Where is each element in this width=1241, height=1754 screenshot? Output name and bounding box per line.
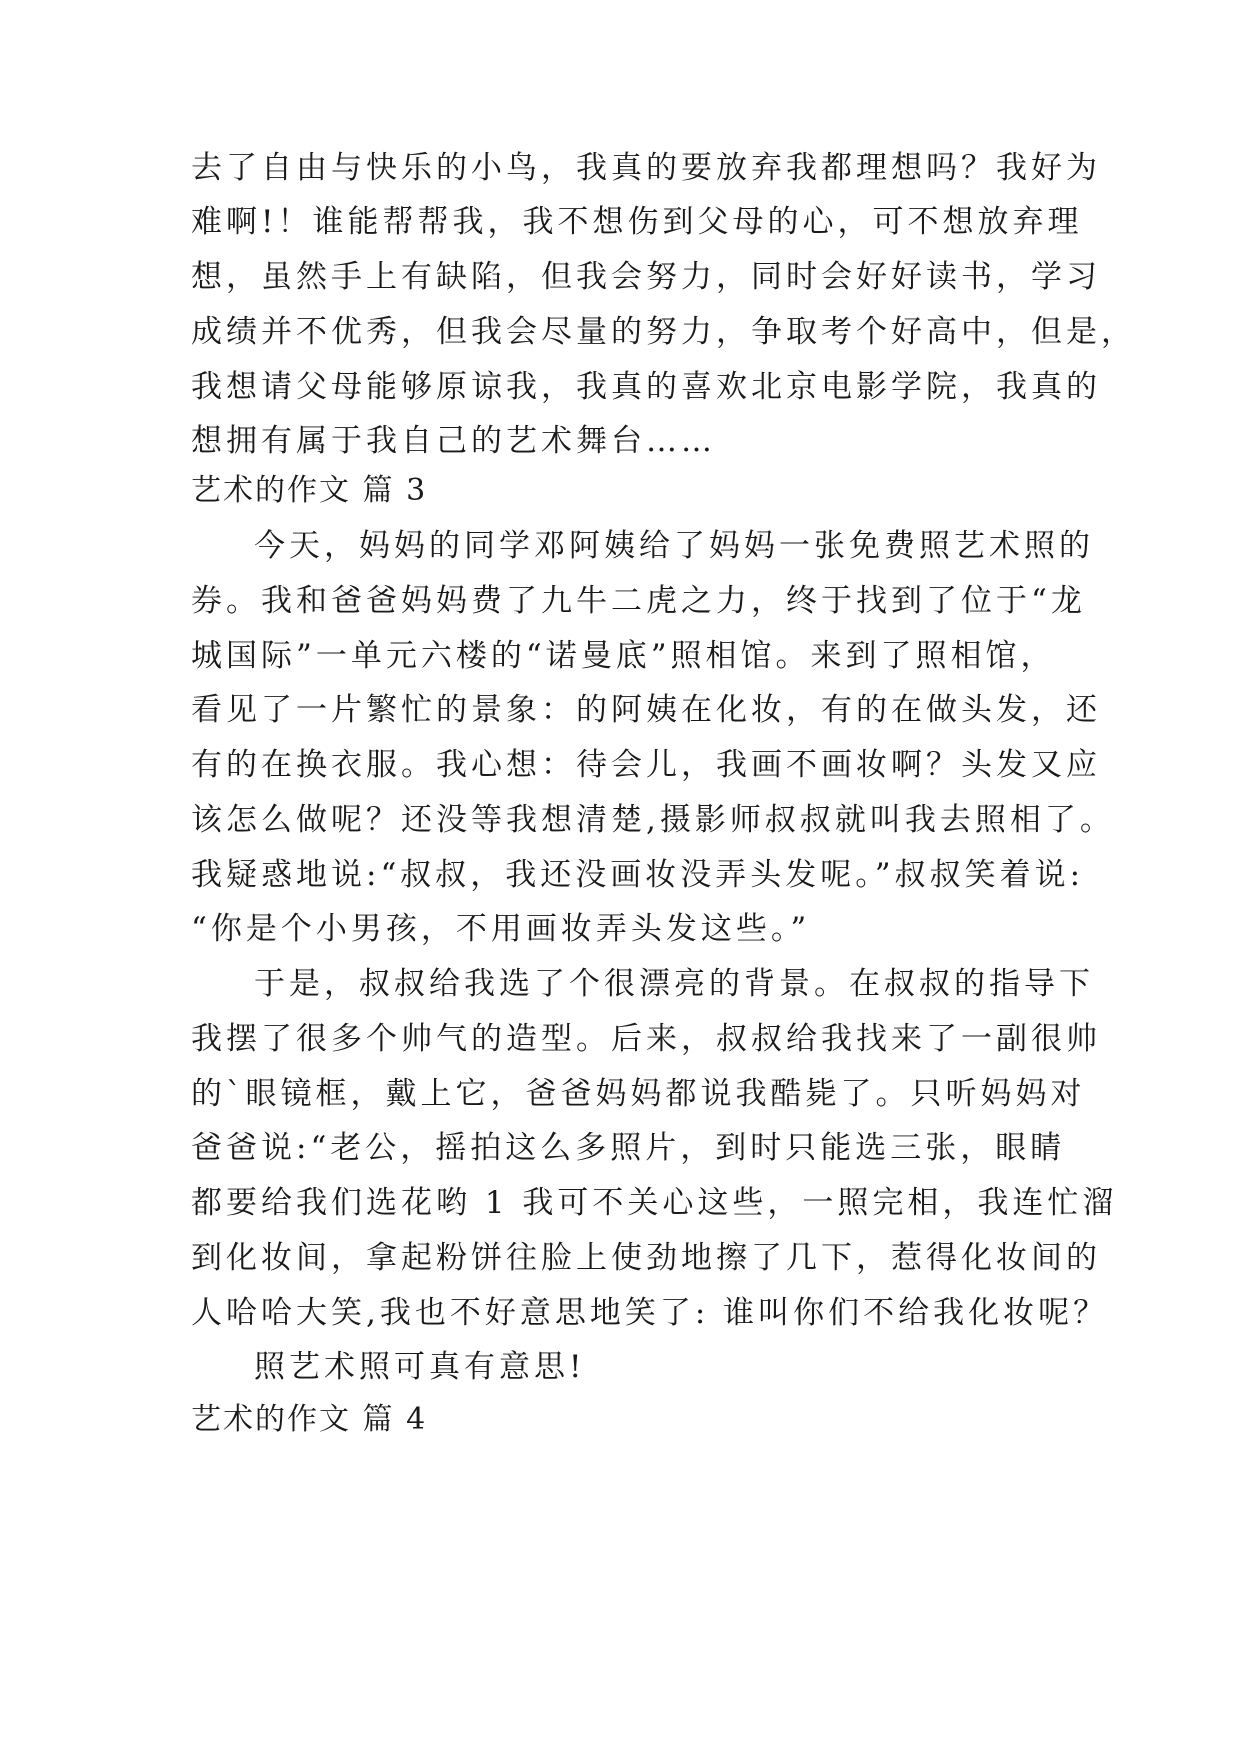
text-line: 照艺术照可真有意思! [254, 1349, 586, 1385]
text-line: 的`眼镜框，戴上它，爸爸妈妈都说我酷毙了。只听妈妈对 [191, 1076, 1086, 1112]
text-line: 爸爸说:“老公，摇拍这么多照片，到时只能选三张，眼睛 [191, 1130, 1066, 1166]
text-line: 去了自由与快乐的小鸟，我真的要放弃我都理想吗？我好为 [191, 150, 1101, 186]
text-line: 于是，叔叔给我选了个很漂亮的背景。在叔叔的指导下 [254, 966, 1094, 1002]
text-line: 券。我和爸爸妈妈费了九牛二虎之力，终于找到了位于“龙 [191, 583, 1086, 619]
text-line: 该怎么做呢？还没等我想清楚,摄影师叔叔就叫我去照相了。 [191, 802, 1115, 838]
text-line: 都要给我们选花哟 1 我可不关心这些，一照完相，我连忙溜 [191, 1185, 1118, 1221]
text-line: “你是个小男孩，不用画妆弄头发这些。” [191, 911, 811, 947]
text-line: 看见了一片繁忙的景象：的阿姨在化妆，有的在做头发，还 [191, 692, 1101, 728]
text-line: 成绩并不优秀，但我会尽量的努力，争取考个好高中，但是， [191, 314, 1136, 350]
section-heading: 艺术的作文 篇 4 [191, 1402, 428, 1437]
text-line: 我摆了很多个帅气的造型。后来，叔叔给我找来了一副很帅 [191, 1021, 1101, 1057]
text-line: 人哈哈大笑,我也不好意思地笑了: 谁叫你们不给我化妆呢？ [191, 1295, 1109, 1331]
text-line: 我疑惑地说:“叔叔，我还没画妆没弄头发呢。”叔叔笑着说: [191, 857, 1085, 893]
text-line: 想，虽然手上有缺陷，但我会努力，同时会好好读书，学习 [191, 259, 1101, 295]
section-heading: 艺术的作文 篇 3 [191, 473, 428, 508]
text-line: 难啊!！谁能帮帮我，我不想伤到父母的心，可不想放弃理 [191, 204, 1083, 240]
text-line: 想拥有属于我自己的艺术舞台…… [191, 423, 716, 459]
text-line: 到化妆间，拿起粉饼往脸上使劲地擦了几下，惹得化妆间的 [191, 1240, 1101, 1276]
text-line: 有的在换衣服。我心想：待会儿，我画不画妆啊？头发又应 [191, 747, 1101, 783]
text-line: 我想请父母能够原谅我，我真的喜欢北京电影学院，我真的 [191, 369, 1101, 405]
text-line: 今天，妈妈的同学邓阿姨给了妈妈一张免费照艺术照的 [254, 528, 1094, 564]
text-line: 城国际”一单元六楼的“诺曼底”照相馆。来到了照相馆， [191, 638, 1056, 674]
